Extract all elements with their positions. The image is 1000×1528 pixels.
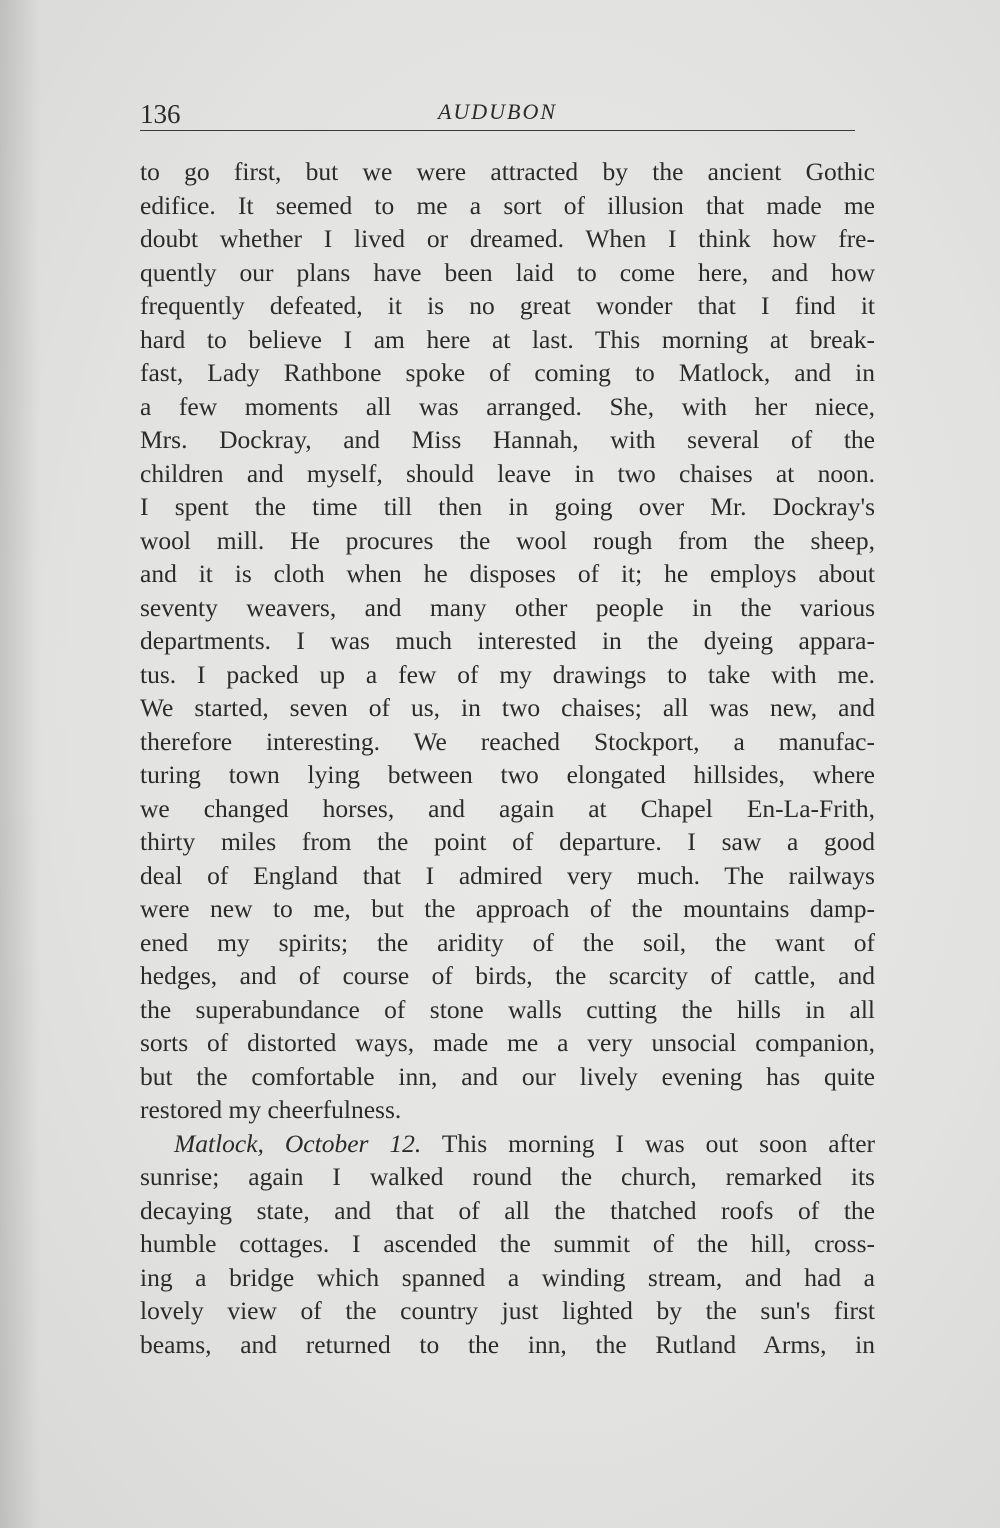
text-line: we changed horses, and again at Chapel En-La-Frith, bbox=[140, 793, 875, 823]
text-line: sorts of distorted ways, made me a very unsocial companion, bbox=[140, 1028, 875, 1057]
text-line: quently our plans have been laid to come here, and how bbox=[140, 257, 875, 287]
dateline: Matlock, October 12. bbox=[174, 1128, 422, 1158]
text-line bbox=[140, 1127, 875, 1161]
text-line: the superabundance of stone walls cutting the hills in all bbox=[140, 994, 875, 1024]
text-line: to go first, but we were attracted by the ancient Gothic bbox=[140, 157, 875, 186]
paragraph-1 bbox=[140, 155, 875, 1127]
text-line: wool mill. He procures the wool rough from the sheep, bbox=[140, 525, 875, 555]
text-line: beams, and returned to the inn, the Rutland Arms, in bbox=[140, 1329, 875, 1359]
text-line: humble cottages. I ascended the summit of the hill, cross- bbox=[140, 1229, 875, 1258]
text-line: seventy weavers, and many other people in the various bbox=[140, 592, 875, 622]
paragraph-2 bbox=[140, 1127, 875, 1362]
text-line: hedges, and of course of birds, the scarcity of cattle, and bbox=[140, 961, 875, 990]
text-line: were new to me, but the approach of the mountains damp- bbox=[140, 894, 875, 923]
text-line: ened my spirits; the aridity of the soil, the want of bbox=[140, 927, 875, 957]
text-line: decaying state, and that of all the thatched roofs of the bbox=[140, 1195, 875, 1225]
text-line: children and myself, should leave in two chaises at noon. bbox=[140, 458, 875, 488]
text-line: edifice. It seemed to me a sort of illusion that made me bbox=[140, 190, 875, 220]
text-line: frequently defeated, it is no great wonder that I find it bbox=[140, 291, 875, 320]
header-rule bbox=[140, 130, 855, 131]
body-text bbox=[140, 155, 875, 1361]
text-line: but the comfortable inn, and our lively evening has quite bbox=[140, 1061, 875, 1091]
text-line: sunrise; again I walked round the church, remarked its bbox=[140, 1162, 875, 1191]
text-line: I spent the time till then in going over Mr. Dockray's bbox=[140, 492, 875, 521]
gutter-shadow bbox=[0, 0, 40, 1528]
text-line: turing town lying between two elongated hillsides, where bbox=[140, 760, 875, 789]
text-span: This morning I was out soon after bbox=[441, 1128, 876, 1158]
text-line: We started, seven of us, in two chaises; all was new, and bbox=[140, 693, 875, 722]
text-line: fast, Lady Rathbone spoke of coming to Matlock, and in bbox=[140, 358, 875, 387]
text-line: departments. I was much interested in the dyeing appara- bbox=[140, 626, 875, 655]
text-line: ing a bridge which spanned a winding stream, and had a bbox=[140, 1262, 875, 1292]
text-line: and it is cloth when he disposes of it; he employs about bbox=[140, 559, 875, 588]
text-line: doubt whether I lived or dreamed. When I think how fre- bbox=[140, 224, 875, 253]
page-header bbox=[140, 95, 855, 135]
text-line: lovely view of the country just lighted by the sun's first bbox=[140, 1296, 875, 1325]
text-line: thirty miles from the point of departure. I saw a good bbox=[140, 827, 875, 856]
running-head: AUDUBON bbox=[437, 99, 558, 124]
page-number: 136 bbox=[140, 99, 181, 129]
text-line: deal of England that I admired very much. The railways bbox=[140, 860, 875, 890]
text-line: Mrs. Dockray, and Miss Hannah, with several of the bbox=[140, 425, 875, 454]
text-line: a few moments all was arranged. She, with her niece, bbox=[140, 391, 875, 421]
text-line: restored my cheerfulness. bbox=[140, 1095, 402, 1124]
text-line: therefore interesting. We reached Stockport, a manufac- bbox=[140, 726, 875, 756]
text-line: hard to believe I am here at last. This morning at break- bbox=[140, 324, 875, 354]
text-line: tus. I packed up a few of my drawings to take with me. bbox=[140, 659, 875, 689]
